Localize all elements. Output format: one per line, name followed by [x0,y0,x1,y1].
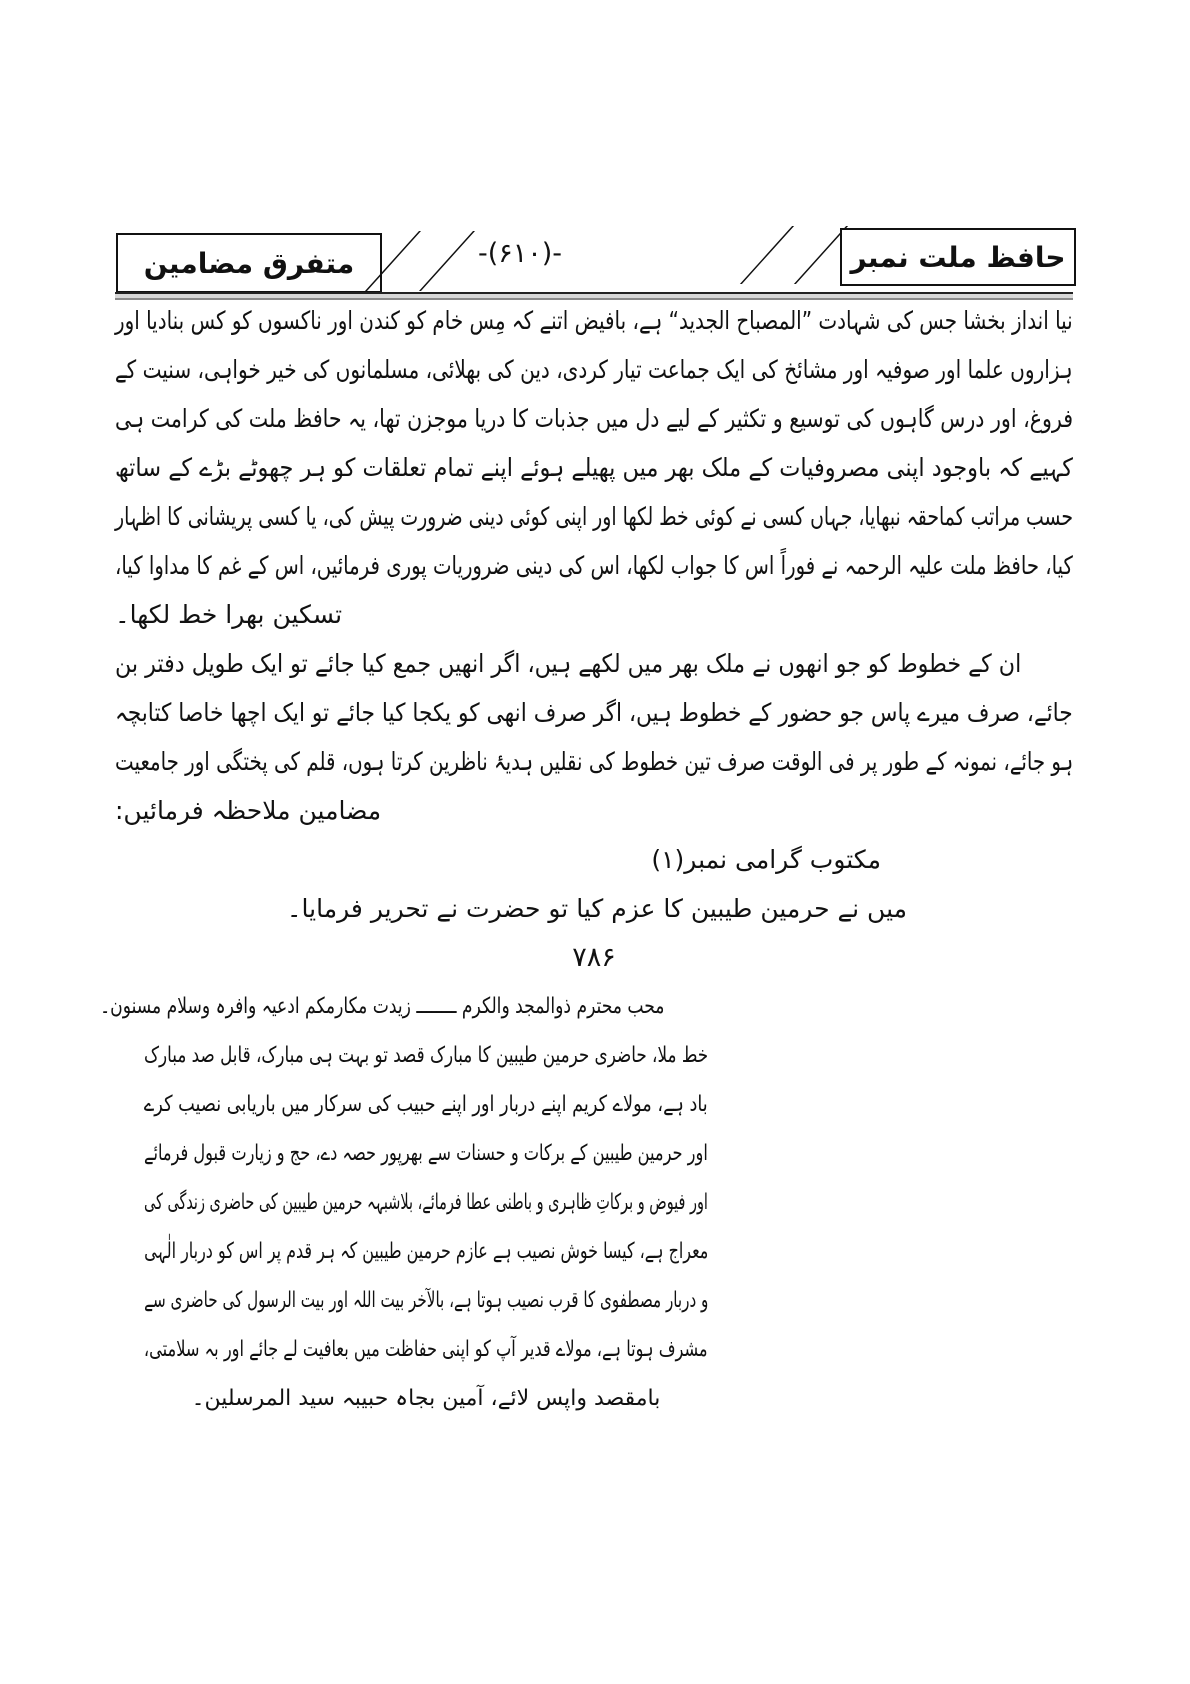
paragraph1-line: فروغ، اور درس گاہوں کی توسیع و تکثیر کے لیے دل میں جذبات کا دریا موجزن تھا، یہ حافظ ملت کی کرامت ہی [114,404,1073,433]
page-number: -(۶۱۰)- [477,238,563,269]
paragraph1-line: کہیے کہ باوجود اپنی مصروفیات کے ملک بھر میں پھیلے ہوئے اپنے تمام تعلقات کو ہر چھوٹے بڑے کے ساتھ [115,453,1073,482]
paragraph1-line: کیا، حافظ ملت علیہ الرحمہ نے فوراً اس کا جواب لکھا، اس کی دینی ضروریات پوری فرمائیں، اس کے غم کا مداوا کیا، [115,551,1073,580]
header-left-tab-label: متفرق مضامین [143,246,355,280]
paragraph1-line: حسب مراتب کماحقہ نبھایا، جہاں کسی نے کوئی خط لکھا اور اپنی کوئی دینی ضرورت پیش کی، یا کسی پریشانی کا اظہار [114,502,1073,531]
paragraph2-line: ہو جائے، نمونہ کے طور پر فی الوقت صرف تین خطوط کی نقلیں ہدیۂ ناظرین کرتا ہوں، قلم کی پختگی اور جامعیت [114,747,1073,776]
header-left-ribbon [116,233,382,293]
letter-line: و دربار مصطفوی کا قرب نصیب ہوتا ہے، بالآخر بیت اللہ اور بیت الرسول کی حاضری سے [143,1288,708,1313]
paragraph1-line: ہزاروں علما اور صوفیہ اور مشائخ کی ایک جماعت تیار کردی، دین کی بھلائی، مسلمانوں کی خیر خواہی، سنیت کے [115,355,1073,384]
paragraph2-line: جائے، صرف میرے پاس جو حضور کے خطوط ہیں، اگر صرف انھی کو یکجا کیا جائے تو ایک اچھا خاصا کتابچہ [115,698,1073,727]
bismillah-number-786: ۷۸۶ [572,942,616,973]
letter-line: مشرف ہوتا ہے، مولاے قدیر آپ کو اپنی حفاظت میں بعافیت لے جائے اور بہ سلامتی، [144,1337,708,1362]
letter-closing-line: بامقصد واپس لائے، آمین بجاہ حبیبہ سید المرسلین۔ [191,1386,661,1411]
paragraph1-line: نیا انداز بخشا جس کی شہادت ”المصباح الجدید“ ہے، بافیض اتنے کہ مِس خام کو کندن اور ناکسوں کو کس بنادیا اور [115,306,1073,335]
letter-intro-line: میں نے حرمین طیبین کا عزم کیا تو حضرت نے تحریر فرمایا۔ [286,894,907,923]
letter-salutation-line: محب محترم ذوالمجد والکرم ــــــــ زیدت مکارمکم ادعیہ وافرہ وسلام مسنون۔ [99,994,664,1019]
letter-line: خط ملا، حاضری حرمین طیبین کا مبارک قصد تو بہت ہی مبارک، قابل صد مبارک [143,1043,708,1068]
header-right-ribbon [840,228,1076,286]
paragraph1-last-line: تسکین بھرا خط لکھا۔ [115,600,343,629]
letter-line: باد ہے، مولاے کریم اپنے دربار اور اپنے حبیب کی سرکار میں باریابی نصیب کرے [144,1092,708,1117]
header-right-tab-label: حافظ ملت نمبر [850,240,1066,274]
paragraph2-line: ان کے خطوط کو جو انھوں نے ملک بھر میں لکھے ہیں، اگر انھیں جمع کیا جائے تو ایک طویل دفتر بن [114,649,1021,678]
letter-heading: مکتوب گرامی نمبر(۱) [651,845,881,874]
letter-line: اور فیوض و برکاتِ ظاہری و باطنی عطا فرمائے، بلاشبہہ حرمین طیبین کی حاضری زندگی کی [144,1190,708,1215]
letter-line: معراج ہے، کیسا خوش نصیب ہے عازم حرمین طیبین کہ ہر قدم پر اس کو دربار الٰہی [143,1239,708,1264]
page-body [99,296,1073,1423]
letter-line: اور حرمین طیبین کے برکات و حسنات سے بھرپور حصہ دے، حج و زیارت قبول فرمائے [144,1141,708,1166]
right-ribbon-diagonal-lines [740,226,848,284]
paragraph2-last-line: مضامین ملاحظہ فرمائیں: [115,796,382,825]
